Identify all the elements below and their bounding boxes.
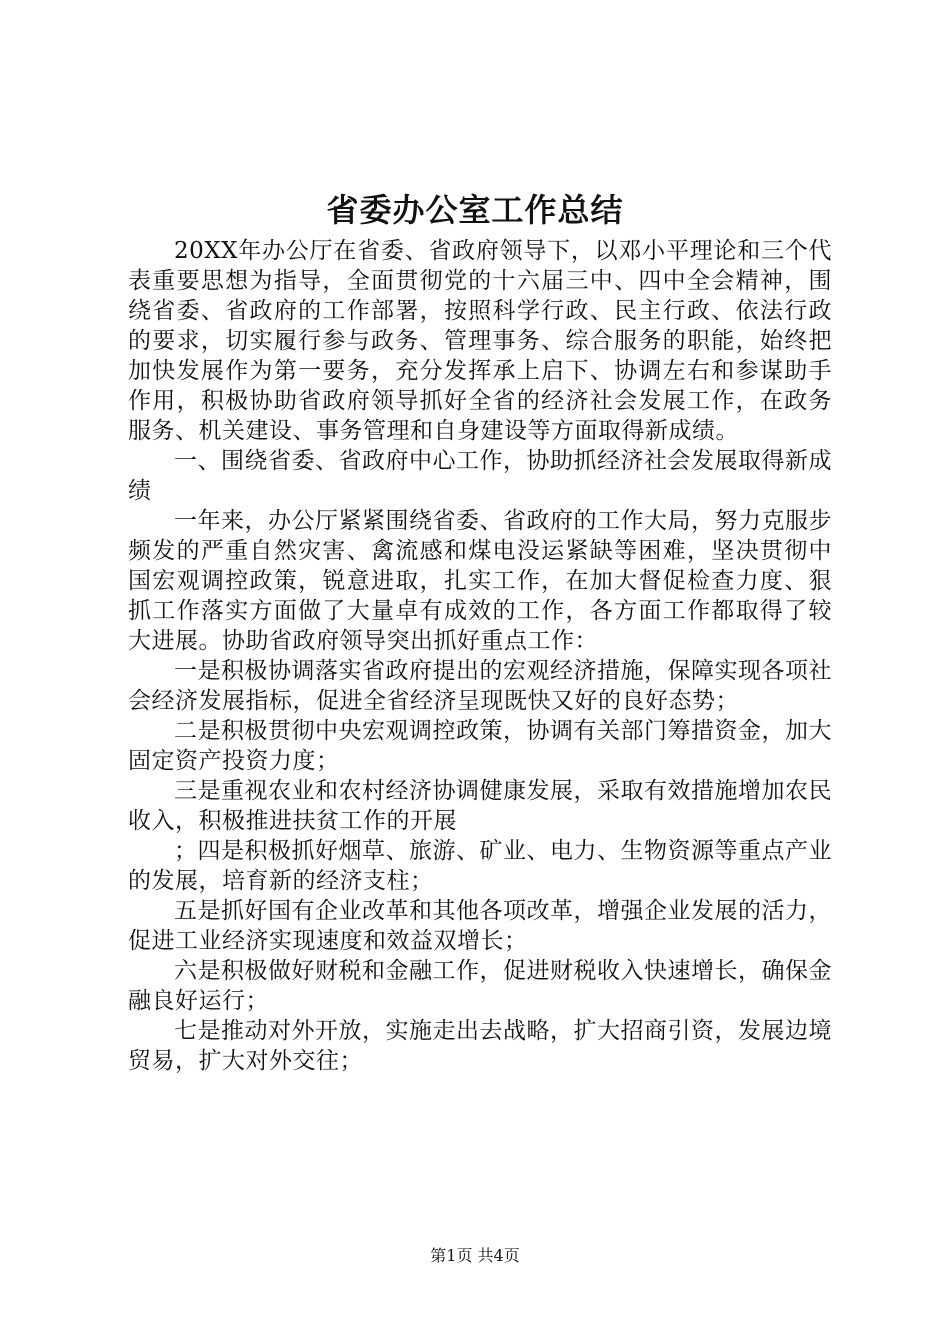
paragraph-item-6: 六是积极做好财税和金融工作，促进财税收入快速增长，确保金融良好运行； xyxy=(128,958,832,1014)
document-body xyxy=(128,236,832,1076)
paragraph-item-2: 二是积极贯彻中央宏观调控政策，协调有关部门筹措资金，加大固定资产投资力度； xyxy=(128,718,832,774)
document-title: 省委办公室工作总结 xyxy=(326,191,624,229)
paragraph-section-heading: 一、围绕省委、省政府中心工作，协助抓经济社会发展取得新成绩 xyxy=(128,448,832,504)
paragraph-overview: 一年来，办公厅紧紧围绕省委、省政府的工作大局，努力克服步频发的严重自然灾害、禽流感和煤电没运紧缺等困难，坚决贯彻中国宏观调控政策，锐意进取，扎实工作，在加大督促检查力度、狠抓工作落实方面做了大量卓有成效的工作，各方面工作都取得了较大进展。协助省政府领导突出抓好重点工作： xyxy=(128,508,832,654)
paragraph-item-1: 一是积极协调落实省政府提出的宏观经济措施，保障实现各项社会经济发展指标，促进全省经济呈现既快又好的良好态势； xyxy=(128,658,832,714)
paragraph-item-7: 七是推动对外开放，实施走出去战略，扩大招商引资，发展边境贸易，扩大对外交往； xyxy=(128,1018,832,1074)
paragraph-intro: 20XX年办公厅在省委、省政府领导下，以邓小平理论和三个代表重要思想为指导，全面贯彻党的十六届三中、四中全会精神，围绕省委、省政府的工作部署，按照科学行政、民主行政、依法行政的要求，切实履行参与政务、管理事务、综合服务的职能，始终把加快发展作为第一要务，充分发挥承上启下、协调左右和参谋助手作用，积极协助省政府领导抓好全省的经济社会发展工作，在政务服务、机关建设、事务管理和自身建设等方面取得新成绩。 xyxy=(128,238,832,444)
page-number-footer: 第1页 共4页 xyxy=(430,1246,520,1265)
paragraph-item-3: 三是重视农业和农村经济协调健康发展，采取有效措施增加农民收入，积极推进扶贫工作的开展 xyxy=(128,778,832,834)
paragraph-item-5: 五是抓好国有企业改革和其他各项改革，增强企业发展的活力，促进工业经济实现速度和效益双增长； xyxy=(128,898,832,954)
paragraph-item-4: ；四是积极抓好烟草、旅游、矿业、电力、生物资源等重点产业的发展，培育新的经济支柱； xyxy=(128,838,832,894)
